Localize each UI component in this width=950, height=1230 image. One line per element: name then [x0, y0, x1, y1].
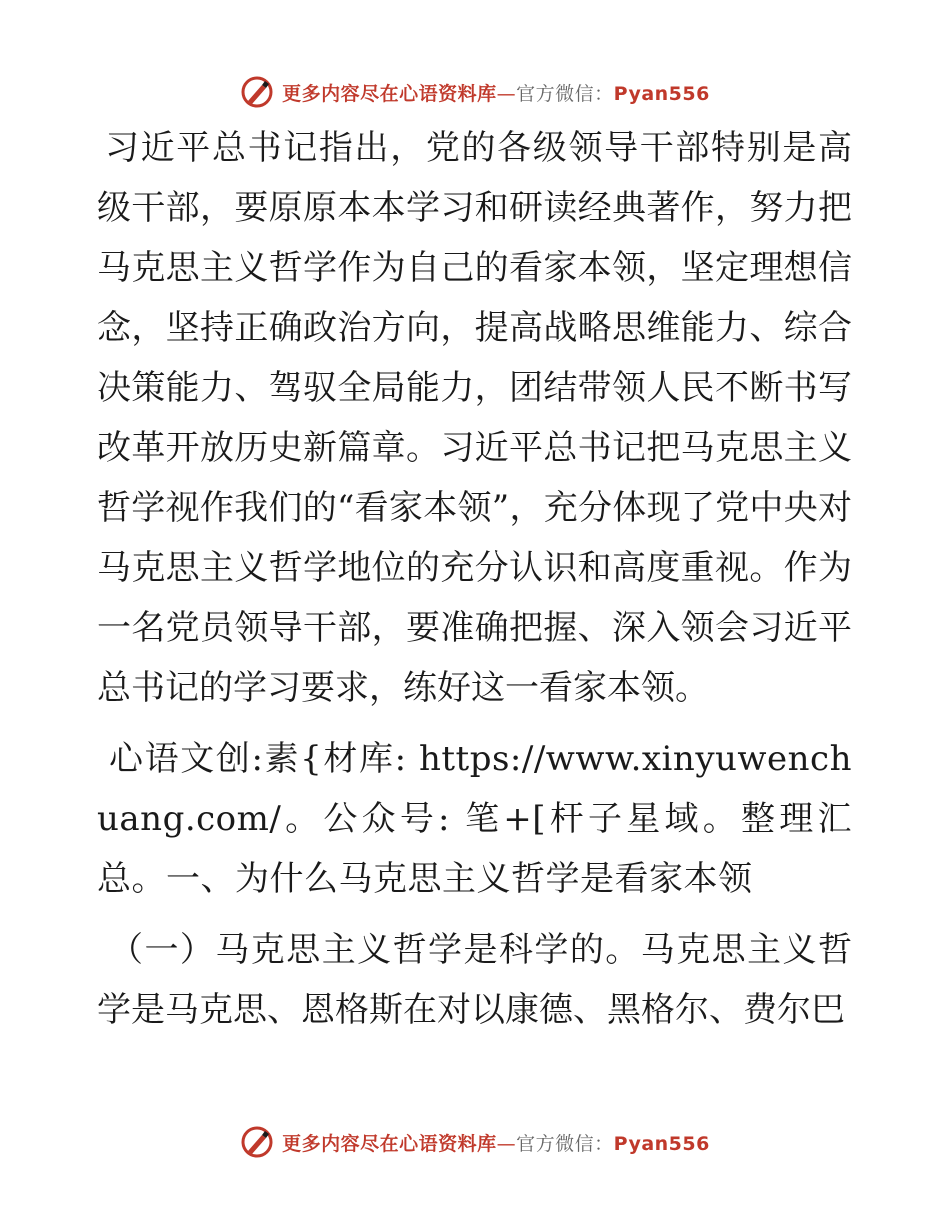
banner-wechat-label: 官方微信： [516, 82, 614, 105]
banner-dash: — [496, 82, 517, 105]
banner-wechat-label: 官方微信： [516, 1132, 614, 1155]
header-banner [0, 70, 950, 114]
header-banner-text [282, 79, 710, 106]
banner-wechat-id: Pyan556 [613, 1132, 710, 1155]
paragraph-source-note: 心语文创:素{材库: https://www.xinyuwenchuang.com/。公众号: 笔+[杆子星域。整理汇总。一、为什么马克思主义哲学是看家本领 [97, 739, 852, 899]
document-body [97, 118, 852, 1051]
pen-logo-icon [240, 1125, 274, 1159]
footer-banner [0, 1120, 950, 1164]
paragraph-section-one: （一）马克思主义哲学是科学的。马克思主义哲学是马克思、恩格斯在对以康德、黑格尔、费尔巴 [97, 930, 852, 1030]
banner-brand: 更多内容尽在心语资料库 [282, 82, 497, 105]
paragraph-intro: 习近平总书记指出，党的各级领导干部特别是高级干部，要原原本本学习和研读经典著作，努力把马克思主义哲学作为自己的看家本领，坚定理想信念，坚持正确政治方向，提高战略思维能力、综合决策能力、驾驭全局能力，团结带领人民不断书写改革开放历史新篇章。习近平总书记把马克思主义哲学视作我们的“看家本领”，充分体现了党中央对马克思主义哲学地位的充分认识和高度重视。作为一名党员领导干部，要准确把握、深入领会习近平总书记的学习要求，练好这一看家本领。 [97, 128, 852, 708]
pen-logo-icon [240, 75, 274, 109]
banner-wechat-id: Pyan556 [613, 82, 710, 105]
banner-dash: — [496, 1132, 517, 1155]
footer-banner-text [282, 1129, 710, 1156]
banner-brand: 更多内容尽在心语资料库 [282, 1132, 497, 1155]
